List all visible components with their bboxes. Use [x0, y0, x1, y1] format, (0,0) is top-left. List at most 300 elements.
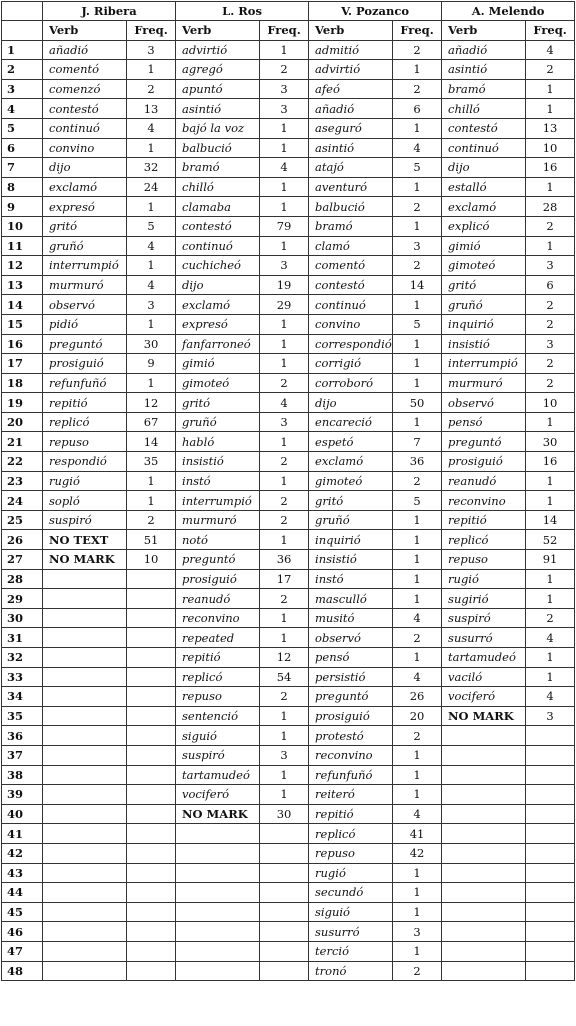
empty-cell	[176, 922, 260, 942]
verb-cell: vaciló	[442, 667, 526, 687]
verb-cell: suspiró	[43, 510, 127, 530]
empty-cell	[127, 608, 176, 628]
verb-cell: rugió	[43, 471, 127, 491]
freq-cell: 14	[526, 510, 575, 530]
freq-cell: 2	[393, 197, 442, 217]
empty-cell	[43, 628, 127, 648]
empty-cell	[526, 726, 575, 746]
verb-cell: continuó	[442, 138, 526, 158]
table-row	[2, 961, 575, 981]
row-number: 39	[2, 785, 43, 805]
row-number: 48	[2, 961, 43, 981]
empty-cell	[127, 569, 176, 589]
author-header: L. Ros	[176, 2, 309, 21]
freq-cell: 30	[260, 804, 309, 824]
table-row	[2, 667, 575, 687]
empty-cell	[127, 648, 176, 668]
verb-cell: aseguró	[309, 118, 393, 138]
freq-cell: 16	[526, 452, 575, 472]
freq-cell: 2	[526, 60, 575, 80]
verb-cell: tartamudeó	[442, 648, 526, 668]
row-number: 41	[2, 824, 43, 844]
table-row	[2, 628, 575, 648]
empty-cell	[127, 824, 176, 844]
row-number: 44	[2, 883, 43, 903]
table-row	[2, 197, 575, 217]
verb-cell: contestó	[176, 216, 260, 236]
table-row	[2, 256, 575, 276]
verb-cell: NO TEXT	[43, 530, 127, 550]
verb-frequency-table	[1, 1, 575, 981]
empty-cell	[442, 961, 526, 981]
row-number: 6	[2, 138, 43, 158]
freq-cell: 1	[260, 726, 309, 746]
table-row	[2, 354, 575, 374]
freq-cell: 6	[393, 99, 442, 119]
empty-cell	[127, 687, 176, 707]
verb-cell: preguntó	[176, 550, 260, 570]
empty-cell	[127, 745, 176, 765]
verb-cell: asintió	[176, 99, 260, 119]
empty-cell	[43, 589, 127, 609]
verb-cell: reiteró	[309, 785, 393, 805]
freq-cell: 51	[127, 530, 176, 550]
row-number: 8	[2, 177, 43, 197]
freq-cell: 13	[526, 118, 575, 138]
freq-cell: 1	[526, 648, 575, 668]
verb-cell: gimoteó	[442, 256, 526, 276]
row-number: 45	[2, 902, 43, 922]
freq-cell: 1	[393, 765, 442, 785]
verb-cell: replicó	[176, 667, 260, 687]
verb-cell: comentó	[43, 60, 127, 80]
freq-cell: 1	[393, 354, 442, 374]
freq-cell: 16	[526, 158, 575, 178]
empty-cell	[43, 569, 127, 589]
verb-cell: bramó	[442, 79, 526, 99]
empty-cell	[127, 667, 176, 687]
verb-cell: gruñó	[309, 510, 393, 530]
freq-cell: 1	[260, 197, 309, 217]
verb-cell: preguntó	[43, 334, 127, 354]
empty-cell	[442, 765, 526, 785]
table-row	[2, 373, 575, 393]
freq-cell: 3	[127, 295, 176, 315]
row-number: 18	[2, 373, 43, 393]
freq-cell: 30	[127, 334, 176, 354]
freq-cell: 1	[260, 334, 309, 354]
freq-cell: 1	[260, 354, 309, 374]
row-number: 37	[2, 745, 43, 765]
verb-cell: vociferó	[442, 687, 526, 707]
freq-cell: 14	[393, 275, 442, 295]
verb-cell: añadió	[309, 99, 393, 119]
freq-cell: 4	[127, 275, 176, 295]
freq-cell: 42	[393, 843, 442, 863]
verb-cell: comenzó	[43, 79, 127, 99]
verb-cell: prosiguió	[176, 569, 260, 589]
row-number: 12	[2, 256, 43, 276]
column-header-row	[2, 21, 575, 41]
freq-cell: 29	[260, 295, 309, 315]
row-number: 36	[2, 726, 43, 746]
freq-cell: 2	[393, 726, 442, 746]
freq-cell: 1	[393, 863, 442, 883]
freq-cell: 1	[127, 491, 176, 511]
verb-cell: gimoteó	[176, 373, 260, 393]
verb-cell: persistió	[309, 667, 393, 687]
verb-cell: rugió	[309, 863, 393, 883]
empty-cell	[43, 608, 127, 628]
verb-cell: gritó	[43, 216, 127, 236]
table-row	[2, 275, 575, 295]
verb-cell: continuó	[176, 236, 260, 256]
verb-cell: tronó	[309, 961, 393, 981]
row-number: 31	[2, 628, 43, 648]
verb-cell: asintió	[442, 60, 526, 80]
verb-cell: protestó	[309, 726, 393, 746]
freq-cell: 12	[260, 648, 309, 668]
row-number: 3	[2, 79, 43, 99]
empty-cell	[127, 785, 176, 805]
row-number: 46	[2, 922, 43, 942]
freq-cell: 3	[260, 745, 309, 765]
verb-cell: reanudó	[442, 471, 526, 491]
table-row	[2, 79, 575, 99]
freq-cell: 10	[526, 393, 575, 413]
empty-cell	[43, 785, 127, 805]
empty-cell	[43, 941, 127, 961]
table-row	[2, 118, 575, 138]
empty-cell	[526, 941, 575, 961]
verb-cell: dijo	[176, 275, 260, 295]
freq-cell: 30	[526, 432, 575, 452]
empty-cell	[526, 804, 575, 824]
verb-cell: clamaba	[176, 197, 260, 217]
verb-cell: insistió	[309, 550, 393, 570]
empty-cell	[43, 706, 127, 726]
table-row	[2, 589, 575, 609]
verb-cell: chilló	[442, 99, 526, 119]
table-row	[2, 608, 575, 628]
row-number: 4	[2, 99, 43, 119]
verb-cell: añadió	[442, 40, 526, 60]
freq-cell: 1	[127, 60, 176, 80]
verb-cell: gritó	[309, 491, 393, 511]
table-row	[2, 432, 575, 452]
row-number: 1	[2, 40, 43, 60]
table-row	[2, 824, 575, 844]
empty-cell	[127, 883, 176, 903]
verb-cell: gruñó	[442, 295, 526, 315]
table-row	[2, 236, 575, 256]
freq-cell: 4	[526, 40, 575, 60]
row-number: 47	[2, 941, 43, 961]
table-row	[2, 785, 575, 805]
verb-cell: expresó	[176, 314, 260, 334]
row-number: 22	[2, 452, 43, 472]
empty-cell	[260, 902, 309, 922]
empty-cell	[442, 843, 526, 863]
row-number: 7	[2, 158, 43, 178]
row-number: 19	[2, 393, 43, 413]
freq-cell: 2	[127, 79, 176, 99]
empty-cell	[442, 902, 526, 922]
verb-cell: contestó	[442, 118, 526, 138]
freq-cell: 20	[393, 706, 442, 726]
verb-cell: susurró	[309, 922, 393, 942]
freq-cell: 1	[526, 569, 575, 589]
verb-cell: murmuró	[176, 510, 260, 530]
freq-cell: 1	[526, 412, 575, 432]
row-number: 25	[2, 510, 43, 530]
row-number: 30	[2, 608, 43, 628]
verb-cell: suspiró	[176, 745, 260, 765]
empty-cell	[176, 824, 260, 844]
freq-cell: 54	[260, 667, 309, 687]
row-number: 24	[2, 491, 43, 511]
verb-cell: repeated	[176, 628, 260, 648]
empty-cell	[43, 804, 127, 824]
verb-cell: inquirió	[309, 530, 393, 550]
empty-cell	[526, 922, 575, 942]
freq-cell: 4	[260, 158, 309, 178]
empty-cell	[526, 785, 575, 805]
verb-cell: advirtió	[309, 60, 393, 80]
verb-cell: pidió	[43, 314, 127, 334]
empty-cell	[43, 863, 127, 883]
verb-cell: comentó	[309, 256, 393, 276]
table-row	[2, 530, 575, 550]
verb-header: Verb	[309, 21, 393, 41]
verb-cell: replicó	[43, 412, 127, 432]
freq-cell: 4	[393, 804, 442, 824]
empty-cell	[127, 706, 176, 726]
row-number: 17	[2, 354, 43, 374]
verb-cell: exclamó	[442, 197, 526, 217]
empty-cell	[43, 765, 127, 785]
verb-cell: interrumpió	[43, 256, 127, 276]
verb-cell: convino	[309, 314, 393, 334]
freq-cell: 1	[260, 138, 309, 158]
verb-cell: replicó	[442, 530, 526, 550]
empty-cell	[127, 922, 176, 942]
verb-cell: secundó	[309, 883, 393, 903]
verb-cell: inquirió	[442, 314, 526, 334]
freq-cell: 1	[260, 177, 309, 197]
table-row	[2, 883, 575, 903]
table-row	[2, 314, 575, 334]
verb-header: Verb	[442, 21, 526, 41]
empty-cell	[43, 745, 127, 765]
empty-cell	[127, 843, 176, 863]
verb-cell: repitió	[442, 510, 526, 530]
empty-cell	[127, 726, 176, 746]
verb-cell: insistió	[442, 334, 526, 354]
row-number: 13	[2, 275, 43, 295]
freq-cell: 3	[526, 256, 575, 276]
verb-cell: interrumpió	[442, 354, 526, 374]
table-row	[2, 177, 575, 197]
empty-cell	[442, 824, 526, 844]
row-number: 5	[2, 118, 43, 138]
freq-cell: 41	[393, 824, 442, 844]
table-row	[2, 843, 575, 863]
freq-cell: 4	[526, 628, 575, 648]
freq-cell: 3	[393, 236, 442, 256]
row-number: 9	[2, 197, 43, 217]
table-row	[2, 452, 575, 472]
empty-cell	[260, 843, 309, 863]
verb-cell: instó	[176, 471, 260, 491]
verb-cell: refunfuñó	[43, 373, 127, 393]
table-row	[2, 393, 575, 413]
empty-cell	[442, 804, 526, 824]
freq-cell: 6	[526, 275, 575, 295]
freq-cell: 79	[260, 216, 309, 236]
verb-cell: pensó	[442, 412, 526, 432]
freq-cell: 1	[393, 295, 442, 315]
verb-cell: preguntó	[309, 687, 393, 707]
verb-cell: cuchicheó	[176, 256, 260, 276]
empty-cell	[176, 883, 260, 903]
freq-cell: 1	[127, 373, 176, 393]
row-number: 32	[2, 648, 43, 668]
freq-cell: 2	[127, 510, 176, 530]
freq-cell: 2	[260, 60, 309, 80]
verb-cell: observó	[43, 295, 127, 315]
verb-cell: convino	[43, 138, 127, 158]
freq-cell: 14	[127, 432, 176, 452]
verb-cell: mascullό	[309, 589, 393, 609]
freq-cell: 1	[260, 236, 309, 256]
table-row	[2, 491, 575, 511]
row-number: 15	[2, 314, 43, 334]
row-number: 33	[2, 667, 43, 687]
verb-cell: advirtió	[176, 40, 260, 60]
verb-cell: habló	[176, 432, 260, 452]
freq-cell: 3	[393, 922, 442, 942]
table-row	[2, 99, 575, 119]
verb-cell: siguió	[176, 726, 260, 746]
empty-cell	[260, 863, 309, 883]
table-row	[2, 334, 575, 354]
verb-cell: corrigió	[309, 354, 393, 374]
row-number: 2	[2, 60, 43, 80]
empty-cell	[442, 785, 526, 805]
verb-cell: encareció	[309, 412, 393, 432]
freq-cell: 26	[393, 687, 442, 707]
row-number: 35	[2, 706, 43, 726]
table-row	[2, 569, 575, 589]
freq-cell: 4	[393, 138, 442, 158]
verb-cell: exclamó	[309, 452, 393, 472]
freq-cell: 1	[526, 667, 575, 687]
freq-cell: 67	[127, 412, 176, 432]
row-number: 21	[2, 432, 43, 452]
freq-cell: 91	[526, 550, 575, 570]
table-row	[2, 804, 575, 824]
verb-cell: repitió	[43, 393, 127, 413]
freq-cell: 1	[260, 40, 309, 60]
freq-cell: 1	[526, 99, 575, 119]
verb-cell: repuso	[442, 550, 526, 570]
table-row	[2, 863, 575, 883]
freq-cell: 1	[526, 236, 575, 256]
freq-cell: 1	[127, 256, 176, 276]
verb-cell: gimoteó	[309, 471, 393, 491]
empty-cell	[442, 726, 526, 746]
verb-cell: gruñó	[176, 412, 260, 432]
freq-cell: 1	[393, 589, 442, 609]
freq-cell: 1	[393, 902, 442, 922]
freq-cell: 2	[393, 256, 442, 276]
table-row	[2, 471, 575, 491]
verb-cell: NO MARK	[43, 550, 127, 570]
empty-cell	[176, 941, 260, 961]
freq-cell: 1	[526, 177, 575, 197]
freq-cell: 3	[260, 99, 309, 119]
freq-cell: 2	[393, 79, 442, 99]
empty-cell	[442, 745, 526, 765]
verb-cell: dijo	[442, 158, 526, 178]
empty-cell	[442, 863, 526, 883]
verb-cell: gruñó	[43, 236, 127, 256]
row-number: 42	[2, 843, 43, 863]
freq-cell: 1	[393, 883, 442, 903]
author-header: A. Melendo	[442, 2, 575, 21]
freq-cell: 12	[127, 393, 176, 413]
verb-cell: dijo	[43, 158, 127, 178]
freq-cell: 2	[260, 373, 309, 393]
table-row	[2, 745, 575, 765]
empty-cell	[176, 902, 260, 922]
freq-cell: 3	[260, 256, 309, 276]
verb-cell: fanfarroneó	[176, 334, 260, 354]
empty-cell	[260, 941, 309, 961]
freq-cell: 5	[127, 216, 176, 236]
empty-cell	[43, 726, 127, 746]
empty-cell	[43, 961, 127, 981]
empty-cell	[176, 843, 260, 863]
freq-cell: 4	[393, 667, 442, 687]
verb-cell: prosiguió	[442, 452, 526, 472]
empty-cell	[526, 961, 575, 981]
freq-cell: 1	[393, 177, 442, 197]
freq-cell: 1	[260, 628, 309, 648]
verb-cell: añadió	[43, 40, 127, 60]
row-number: 11	[2, 236, 43, 256]
freq-cell: 1	[393, 550, 442, 570]
freq-cell: 1	[393, 412, 442, 432]
freq-cell: 2	[526, 216, 575, 236]
freq-cell: 9	[127, 354, 176, 374]
verb-cell: interrumpió	[176, 491, 260, 511]
freq-cell: 1	[260, 118, 309, 138]
empty-cell	[260, 883, 309, 903]
verb-cell: dijo	[309, 393, 393, 413]
freq-cell: 2	[260, 452, 309, 472]
freq-cell: 2	[393, 471, 442, 491]
row-number: 38	[2, 765, 43, 785]
empty-cell	[526, 883, 575, 903]
verb-cell: sentenció	[176, 706, 260, 726]
verb-cell: prosiguió	[309, 706, 393, 726]
verb-cell: exclamó	[43, 177, 127, 197]
empty-cell	[260, 824, 309, 844]
table-row	[2, 510, 575, 530]
empty-cell	[260, 961, 309, 981]
